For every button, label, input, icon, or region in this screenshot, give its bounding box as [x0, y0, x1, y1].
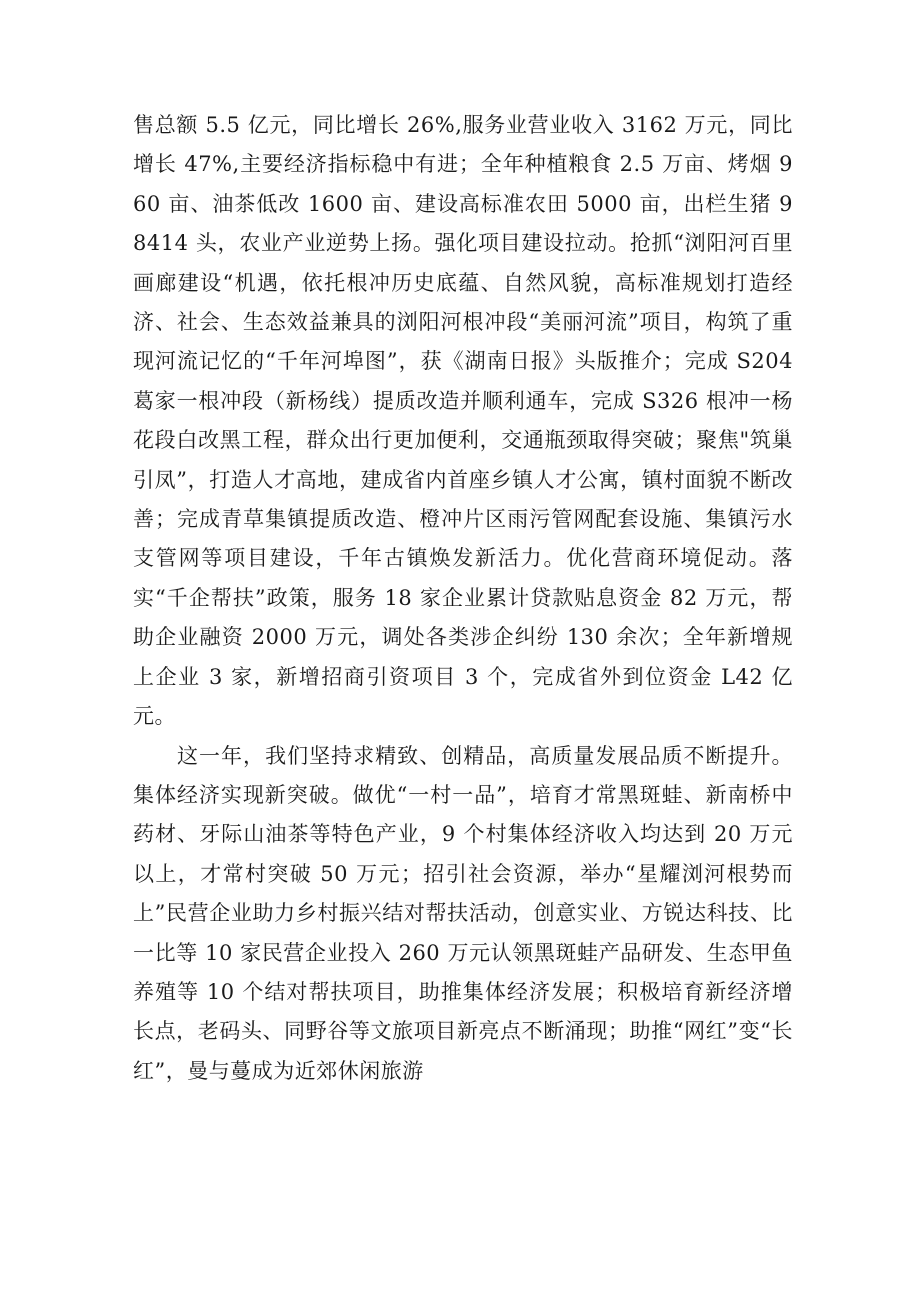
document-body	[133, 106, 793, 1091]
paragraph: 这一年，我们坚持求精致、创精品，高质量发展品质不断提升。集体经济实现新突破。做优“一村一品”，培育才常黑斑蛙、新南桥中药材、牙际山油茶等特色产业，9 个村集体经济收入均达到 20 万元以上，才常村突破 50 万元；招引社会资源，举办“星耀浏河根势而上”民营企业助力乡村振兴结对帮扶活动，创意实业、方锐达科技、比一比等 10 家民营企业投入 260 万元认领黑斑蛙产品研发、生态甲鱼养殖等 10 个结对帮扶项目，助推集体经济发展；积极培育新经济增长点，老码头、同野谷等文旅项目新亮点不断涌现；助推“网红”变“长红”，曼与蔓成为近郊休闲旅游	[133, 743, 793, 1083]
paragraph-continued: 售总额 5.5 亿元，同比增长 26%,服务业营业收入 3162 万元，同比增长 47%,主要经济指标稳中有进；全年种植粮食 2.5 万亩、烤烟 960 亩、油茶低改 1600 亩、建设高标准农田 5000 亩，出栏生猪 98414 头，农业产业逆势上扬。强化项目建设拉动。抢抓“浏阳河百里画廊建设“机遇，依托根冲历史底蕴、自然风貌，高标准规划打造经济、社会、生态效益兼具的浏阳河根冲段“美丽河流”项目，构筑了重现河流记忆的“千年河埠图”，获《湖南日报》头版推介；完成 S204 葛家一根冲段（新杨线）提质改造并顺利通车，完成 S326 根冲一杨花段白改黑工程，群众出行更加便利，交通瓶颈取得突破；聚焦"筑巢引凤”，打造人才高地，建成省内首座乡镇人才公寓，镇村面貌不断改善；完成青草集镇提质改造、橙冲片区雨污管网配套设施、集镇污水支管网等项目建设，千年古镇焕发新活力。优化营商环境促动。落实“千企帮扶”政策，服务 18 家企业累计贷款贴息资金 82 万元，帮助企业融资 2000 万元，调处各类涉企纠纷 130 余次；全年新增规上企业 3 家，新增招商引资项目 3 个，完成省外到位资金 L42 亿元。	[133, 113, 793, 729]
